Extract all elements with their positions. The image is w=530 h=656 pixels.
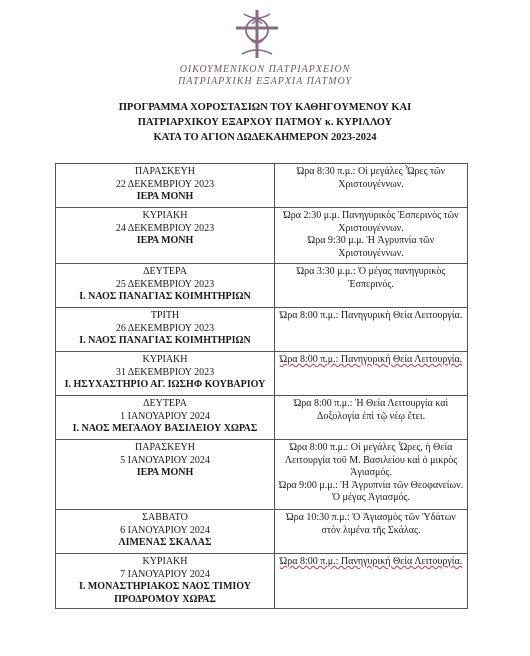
day-date: 7 ΙΑΝΟΥΑΡΙΟΥ 2024 (120, 568, 210, 580)
service-cell (275, 440, 468, 510)
day-cell (56, 510, 275, 554)
service-entry: Ώρα 3:30 μ.μ.: Ὁ μέγας πανηγυρικὸς Ἑσπερινός. (296, 266, 446, 290)
day-location: Ι. ΗΣΥΧΑΣΤΗΡΙΟ ΑΓ. ΙΩΣΗΦ ΚΟΥΒΑΡΙΟΥ (64, 379, 266, 390)
day-date: 6 ΙΑΝΟΥΑΡΙΟΥ 2024 (120, 524, 210, 536)
patriarchate-line-1: ΟΙΚΟΥΜΕΝΙΚΟΝ ΠΑΤΡΙΑΡΧΕΙΟΝ (179, 64, 351, 75)
day-cell (56, 308, 275, 352)
service-entry: Ώρα 2:30 μ.μ. Πανηγυρικὸς Ἑσπερινὸς τῶν Χριστουγέννων. (283, 210, 459, 234)
table-row (56, 208, 468, 264)
service-entry: Ώρα 9:00 μ.μ.: Ἡ Ἀγρυπνία τῶν Θεοφανείων. Ὁ μέγας Ἁγιασμός. (278, 479, 464, 503)
day-date: 31 ΔΕΚΕΜΒΡΙΟΥ 2023 (115, 366, 215, 378)
title-line-1: ΠΡΟΓΡΑΜΜΑ ΧΟΡΟΣΤΑΣΙΩΝ ΤΟΥ ΚΑΘΗΓΟΥΜΕΝΟΥ ΚΑΙ (118, 102, 412, 113)
service-entry: Ώρα 8:30 π.μ.: Οἱ μεγάλες Ὧρες τῶν Χριστουγέννων. (296, 166, 446, 190)
title-line-3: ΚΑΤΑ ΤΟ ΑΓΙΟΝ ΔΩΔΕΚΑΗΜΕΡΟΝ 2023-2024 (153, 132, 377, 143)
day-cell (56, 440, 275, 510)
table-row (56, 396, 468, 440)
day-date: 25 ΔΕΚΕΜΒΡΙΟΥ 2023 (115, 278, 215, 290)
day-name: ΔΕΥΤΕΡΑ (143, 266, 187, 277)
day-cell (56, 396, 275, 440)
service-entry: Ώρα 8:00 π.μ.: Πανηγυρική Θεία Λειτουργία. (279, 556, 463, 567)
document-heading (0, 100, 530, 145)
day-date: 22 ΔΕΚΕΜΒΡΙΟΥ 2023 (115, 178, 215, 190)
day-date: 1 ΙΑΝΟΥΑΡΙΟΥ 2024 (120, 410, 210, 422)
service-cell (275, 208, 468, 264)
day-location: ΙΕΡΑ ΜΟΝΗ (136, 235, 194, 246)
day-name: ΚΥΡΙΑΚΗ (142, 210, 188, 221)
service-cell (275, 554, 468, 609)
day-cell (56, 264, 275, 308)
service-cell (275, 510, 468, 554)
day-location: ΙΕΡΑ ΜΟΝΗ (136, 191, 194, 202)
service-cell (275, 352, 468, 396)
service-cell (275, 164, 468, 208)
day-location: Ι. ΝΑΟΣ ΠΑΝΑΓΙΑΣ ΚΟΙΜΗΤΗΡΙΩΝ (79, 335, 251, 346)
service-cell (275, 264, 468, 308)
day-location: Ι. ΝΑΟΣ ΠΑΝΑΓΙΑΣ ΚΟΙΜΗΤΗΡΙΩΝ (79, 291, 251, 302)
day-location: ΙΕΡΑ ΜΟΝΗ (136, 467, 194, 478)
patriarchate-logo (222, 6, 292, 62)
day-location: ΛΙΜΕΝΑΣ ΣΚΑΛΑΣ (118, 537, 212, 548)
day-date: 5 ΙΑΝΟΥΑΡΙΟΥ 2024 (120, 454, 210, 466)
table-row (56, 164, 468, 208)
service-entry: Ώρα 8:00 π.μ.: Ἡ Θεία Λειτουργία καὶ Δοξολογία ἐπὶ τῷ νέῳ ἔτει. (293, 398, 449, 422)
service-entry: Ώρα 8:00 π.μ.: Οἱ μεγάλες Ὧρες, ἡ Θεία Λειτουργία τοῦ Μ. Βασιλείου καὶ ὁ μικρὸς Ἁγιασμός. (284, 442, 458, 478)
table-row (56, 308, 468, 352)
day-name: ΤΡΙΤΗ (150, 310, 180, 321)
day-name: ΠΑΡΑΣΚΕΥΗ (135, 166, 195, 177)
patriarchate-line-2: ΠΑΤΡΙΑΡΧΙΚΗ ΕΞΑΡΧΙΑ ΠΑΤΜΟΥ (178, 76, 352, 87)
day-location: Ι. ΝΑΟΣ ΜΕΓΑΛΟΥ ΒΑΣΙΛΕΙΟΥ ΧΩΡΑΣ (72, 423, 258, 434)
day-cell (56, 352, 275, 396)
day-cell (56, 208, 275, 264)
day-cell (56, 554, 275, 609)
service-entry: Ώρα 8:00 π.μ.: Πανηγυρική Θεία Λειτουργία. (279, 354, 463, 365)
schedule-table (55, 163, 468, 609)
service-cell (275, 308, 468, 352)
day-location: Ι. ΜΟΝΑΣΤΗΡΙΑΚΟΣ ΝΑΟΣ ΤΙΜΙΟΥ ΠΡΟΔΡΟΜΟΥ ΧΩΡΑΣ (78, 581, 252, 605)
day-date: 26 ΔΕΚΕΜΒΡΙΟΥ 2023 (115, 322, 215, 334)
service-cell (275, 396, 468, 440)
day-name: ΚΥΡΙΑΚΗ (142, 556, 188, 567)
table-row (56, 510, 468, 554)
service-entry: Ώρα 10:30 π.μ.: Ὁ Ἁγιασμὸς τῶν Ὑδάτων στὸν λιμένα τῆς Σκάλας. (286, 512, 456, 536)
title-line-2: ΠΑΤΡΙΑΡΧΙΚΟΥ ΕΞΑΡΧΟΥ ΠΑΤΜΟΥ κ. ΚΥΡΙΛΛΟΥ (137, 117, 393, 128)
table-row (56, 554, 468, 609)
day-name: ΚΥΡΙΑΚΗ (142, 354, 188, 365)
day-date: 24 ΔΕΚΕΜΒΡΙΟΥ 2023 (115, 222, 215, 234)
table-row (56, 440, 468, 510)
table-row (56, 264, 468, 308)
patriarchate-name (0, 64, 530, 88)
day-name: ΣΑΒΒΑΤΟ (142, 512, 188, 523)
service-entry: Ώρα 8:00 π.μ.: Πανηγυρικὴ Θεία Λειτουργία. (279, 310, 463, 321)
table-row (56, 352, 468, 396)
day-name: ΔΕΥΤΕΡΑ (143, 398, 187, 409)
day-cell (56, 164, 275, 208)
service-entry: Ώρα 9:30 μ.μ. Ἡ Ἀγρυπνία τῶν Χριστουγέννων. (307, 235, 435, 259)
day-name: ΠΑΡΑΣΚΕΥΗ (135, 442, 195, 453)
